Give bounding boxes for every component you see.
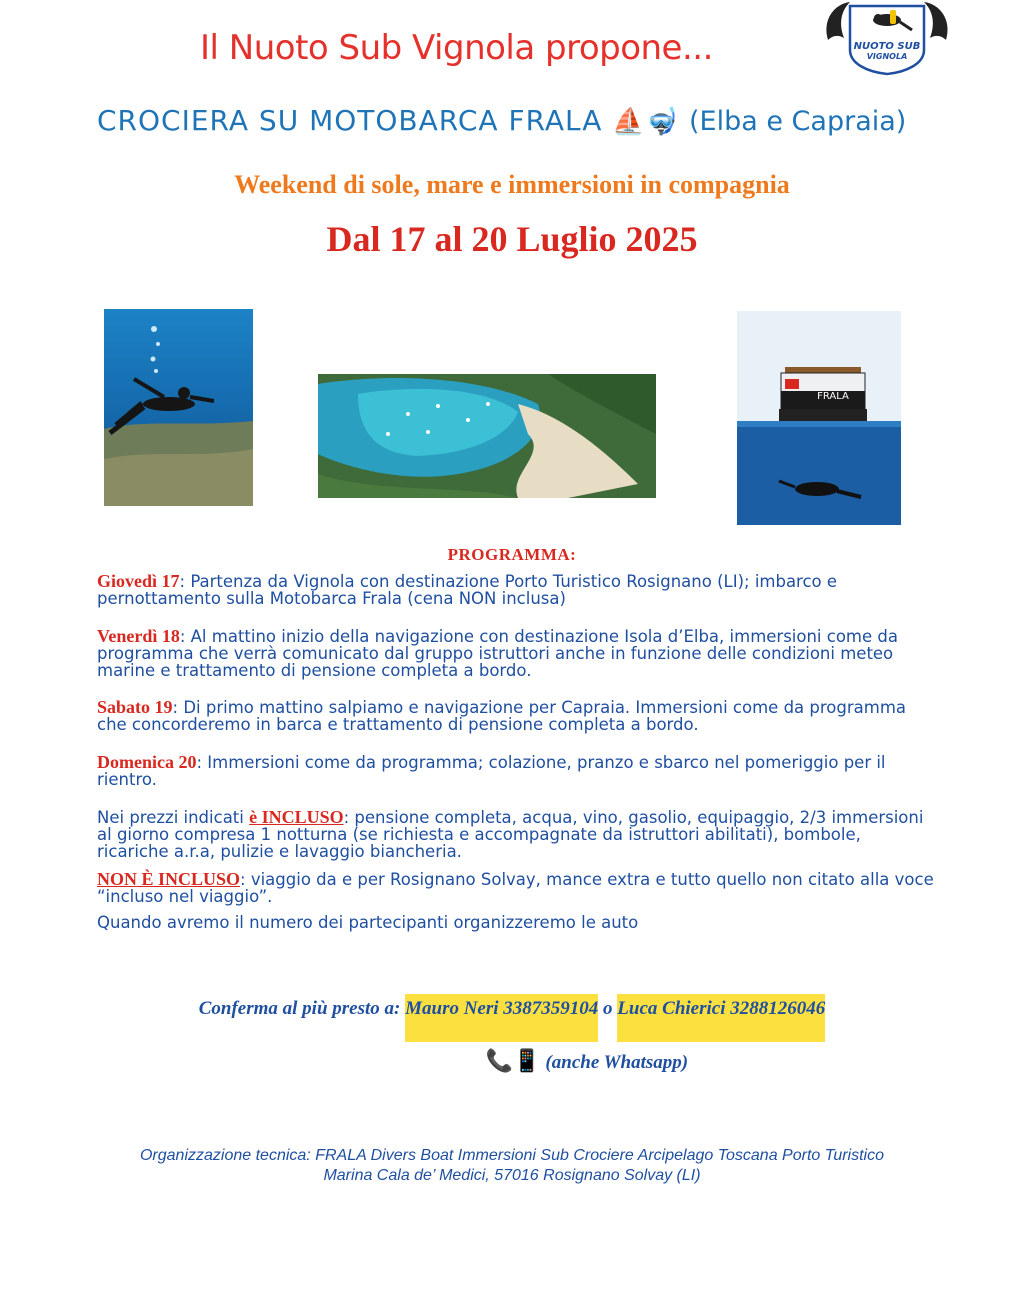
confirm-label: Conferma al più presto a: xyxy=(198,998,401,1019)
tagline: Weekend di sole, mare e immersioni in compagnia xyxy=(234,170,790,199)
boat-photo xyxy=(737,311,901,525)
program-day-3 xyxy=(97,699,937,733)
phone-mobile-icons: 📞📱 xyxy=(485,1048,541,1073)
cruise-title xyxy=(97,104,937,137)
organizer-line-1: Organizzazione tecnica: FRALA Divers Boat Immersioni Sub Crociere Arcipelago Toscana Porto Turistico xyxy=(139,1147,884,1164)
day-description: : Immersioni come da programma; colazione, pranzo e sbarco nel pomeriggio per il rientro. xyxy=(97,753,886,789)
day-label: Sabato 19 xyxy=(97,697,173,717)
cruise-title-text: CROCIERA SU MOTOBARCA FRALA xyxy=(97,104,603,137)
day-label: Giovedì 17 xyxy=(97,571,180,591)
excluded-text: : viaggio da e per Rosignano Solvay, mance extra e tutto quello non citato alla voce “incluso nel viaggio”. xyxy=(97,870,934,906)
logo-text-top: NUOTO SUB xyxy=(853,41,921,52)
day-label: Domenica 20 xyxy=(97,752,197,772)
boat-name-text: FRALA xyxy=(817,391,849,402)
day-description: : Al mattino inizio della navigazione con destinazione Isola d’Elba, immersioni come da programma che verrà comunicato dal gruppo istruttori anche in funzione delle condizioni meteo marine e trattamento di pensione completa a bordo. xyxy=(97,627,898,680)
included-text: : pensione completa, acqua, vino, gasolio, equipaggio, 2/3 immersioni al giorno compresa 1 notturna (se richiesta e accompagnate da istruttori abilitati), bombole, ricariche a.r.a, pulizie e lavaggio biancheria. xyxy=(97,808,924,861)
day-label: Venerdì 18 xyxy=(97,626,180,646)
logo-text-bottom: VIGNOLA xyxy=(866,52,908,61)
whatsapp-note: (anche Whatsapp) xyxy=(545,1052,689,1073)
diver-photo xyxy=(104,309,253,506)
bay-aerial-photo xyxy=(318,374,656,498)
included-paragraph xyxy=(97,809,937,860)
intro-heading: Il Nuoto Sub Vignola propone... xyxy=(200,28,713,68)
day-description: : Di primo mattino salpiamo e navigazione per Capraia. Immersioni come da programma che concorderemo in barca e trattamento di pensione completa a bordo. xyxy=(97,698,907,734)
event-dates: Dal 17 al 20 Luglio 2025 xyxy=(326,219,698,259)
excluded-label: NON È INCLUSO xyxy=(97,869,241,889)
contact-mauro[interactable]: Mauro Neri 3387359104 xyxy=(405,994,598,1042)
whatsapp-line xyxy=(0,1048,1024,1074)
organizer-line-2: Marina Cala de’ Medici, 57016 Rosignano Solvay (LI) xyxy=(323,1167,701,1184)
included-label: è INCLUSO xyxy=(249,807,344,827)
program-title: PROGRAMMA: xyxy=(447,545,577,564)
organizer-footer xyxy=(0,1146,1024,1186)
program-day-2 xyxy=(97,628,937,679)
included-prefix: Nei prezzi indicati xyxy=(97,808,250,827)
contact-separator: o xyxy=(603,998,613,1019)
program-day-1 xyxy=(97,573,937,607)
day-description: : Partenza da Vignola con destinazione Porto Turistico Rosignano (LI); imbarco e pernottamento sulla Motobarca Frala (cena NON inclusa) xyxy=(97,572,838,608)
cars-note: Quando avremo il numero dei partecipanti organizzeremo le auto xyxy=(97,913,639,932)
cruise-title-islands: (Elba e Capraia) xyxy=(689,106,907,137)
excluded-paragraph xyxy=(97,871,937,905)
contact-line xyxy=(0,994,1024,1042)
sailboat-mask-icons: ⛵🤿 xyxy=(612,107,680,137)
program-day-4 xyxy=(97,754,937,788)
club-logo xyxy=(820,0,954,78)
contact-luca[interactable]: Luca Chierici 3288126046 xyxy=(617,994,825,1042)
